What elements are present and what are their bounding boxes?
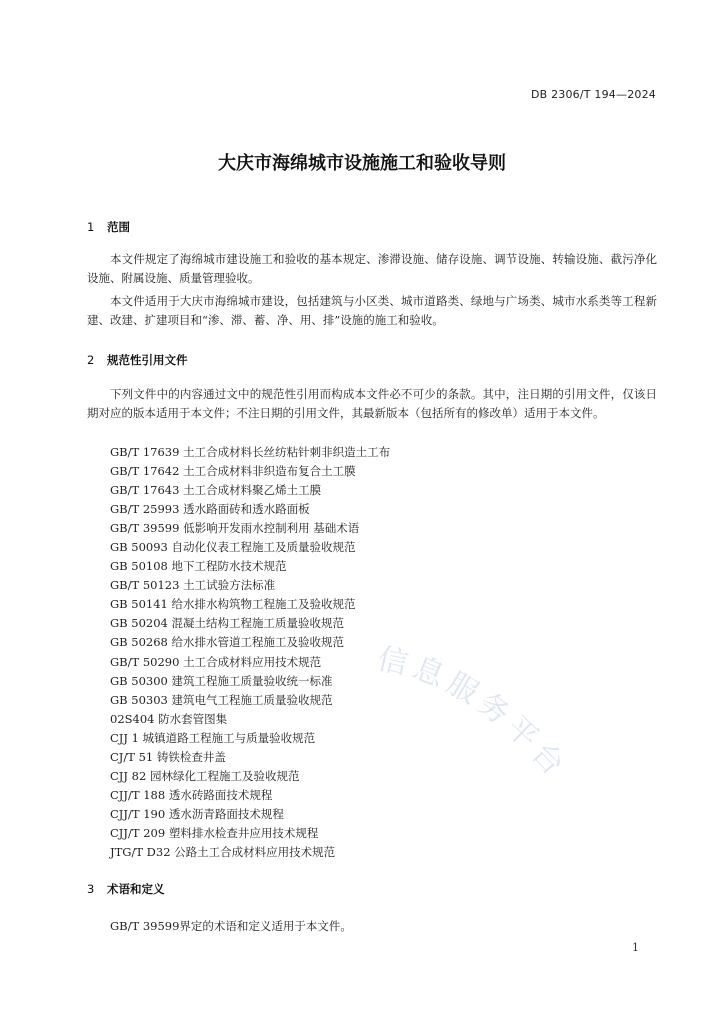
- page-number: 1: [632, 941, 639, 954]
- reference-item: CJJ/T 190 透水沥青路面技术规程: [110, 806, 284, 821]
- reference-list: [110, 443, 390, 862]
- reference-item: JTG/T D32 公路土工合成材料应用技术规范: [110, 844, 336, 859]
- reference-item: GB 50268 给水排水管道工程施工及验收规范: [110, 635, 345, 650]
- terms-definitions-text: GB/T 39599界定的术语和定义适用于本文件。: [110, 919, 352, 933]
- reference-item: GB 50303 建筑电气工程施工质量验收规范: [110, 692, 333, 707]
- section-number: 1: [87, 220, 95, 234]
- reference-item: GB 50204 混凝土结构工程施工质量验收规范: [110, 616, 345, 631]
- reference-item: CJJ/T 188 透水砖路面技术规程: [110, 787, 273, 802]
- section-heading-scope: [87, 219, 130, 235]
- reference-item: CJJ 82 园林绿化工程施工及验收规范: [110, 768, 300, 783]
- scope-paragraph-2: 本文件适用于大庆市海绵城市建设，包括建筑与小区类、城市道路类、绿地与广场类、城市水系类等工程新建、改建、扩建项目和“渗、滞、蓄、净、用、排”设施的施工和验收。: [87, 294, 657, 327]
- reference-item: 02S404 防水套管图集: [110, 711, 228, 726]
- reference-item: GB 50093 自动化仪表工程施工及质量验收规范: [110, 540, 356, 555]
- reference-item: CJ/T 51 铸铁检查井盖: [110, 749, 226, 764]
- reference-item: CJJ 1 城镇道路工程施工与质量验收规范: [110, 730, 316, 745]
- reference-item: GB/T 25993 透水路面砖和透水路面板: [110, 502, 310, 517]
- svg-text:信息服务平台: [374, 641, 574, 786]
- scope-paragraph-1: 本文件规定了海绵城市建设施工和验收的基本规定、渗滞设施、储存设施、调节设施、转输设施、截污净化设施、附属设施、质量管理验收。: [87, 252, 657, 285]
- reference-item: CJJ/T 209 塑料排水检查井应用技术规程: [110, 825, 319, 840]
- reference-item: GB 50108 地下工程防水技术规范: [110, 559, 287, 574]
- reference-item: GB/T 50123 土工试验方法标准: [110, 578, 276, 593]
- section-title: 范围: [107, 220, 130, 234]
- normative-references-intro: 下列文件中的内容通过文中的规范性引用而构成本文件必不可少的条款。其中，注日期的引用文件，仅该日期对应的版本适用于本文件；不注日期的引用文件，其最新版本（包括所有的修改单）适用于本文件。: [87, 387, 657, 420]
- reference-item: GB/T 39599 低影响开发雨水控制利用 基础术语: [110, 521, 360, 536]
- reference-item: GB 50300 建筑工程施工质量验收统一标准: [110, 673, 333, 688]
- section-number: 2: [87, 353, 95, 367]
- reference-item: GB/T 17643 土工合成材料聚乙烯土工膜: [110, 483, 322, 498]
- document-title: 大庆市海绵城市设施施工和验收导则: [218, 153, 506, 174]
- reference-item: GB 50141 给水排水构筑物工程施工及验收规范: [110, 597, 356, 612]
- reference-item: GB/T 50290 土工合成材料应用技术规范: [110, 654, 322, 669]
- section-number: 3: [87, 882, 95, 896]
- section-heading-terms-definitions: [87, 881, 165, 897]
- standard-number: DB 2306/T 194—2024: [530, 88, 656, 101]
- section-title: 规范性引用文件: [107, 353, 188, 367]
- reference-item: GB/T 17639 土工合成材料长丝纺粘针刺非织造土工布: [110, 445, 391, 459]
- watermark-text: 信息服务平台: [374, 641, 575, 787]
- reference-item: GB/T 17642 土工合成材料非织造布复合土工膜: [110, 464, 356, 479]
- section-title: 术语和定义: [107, 882, 165, 896]
- section-heading-normative-references: [87, 352, 188, 368]
